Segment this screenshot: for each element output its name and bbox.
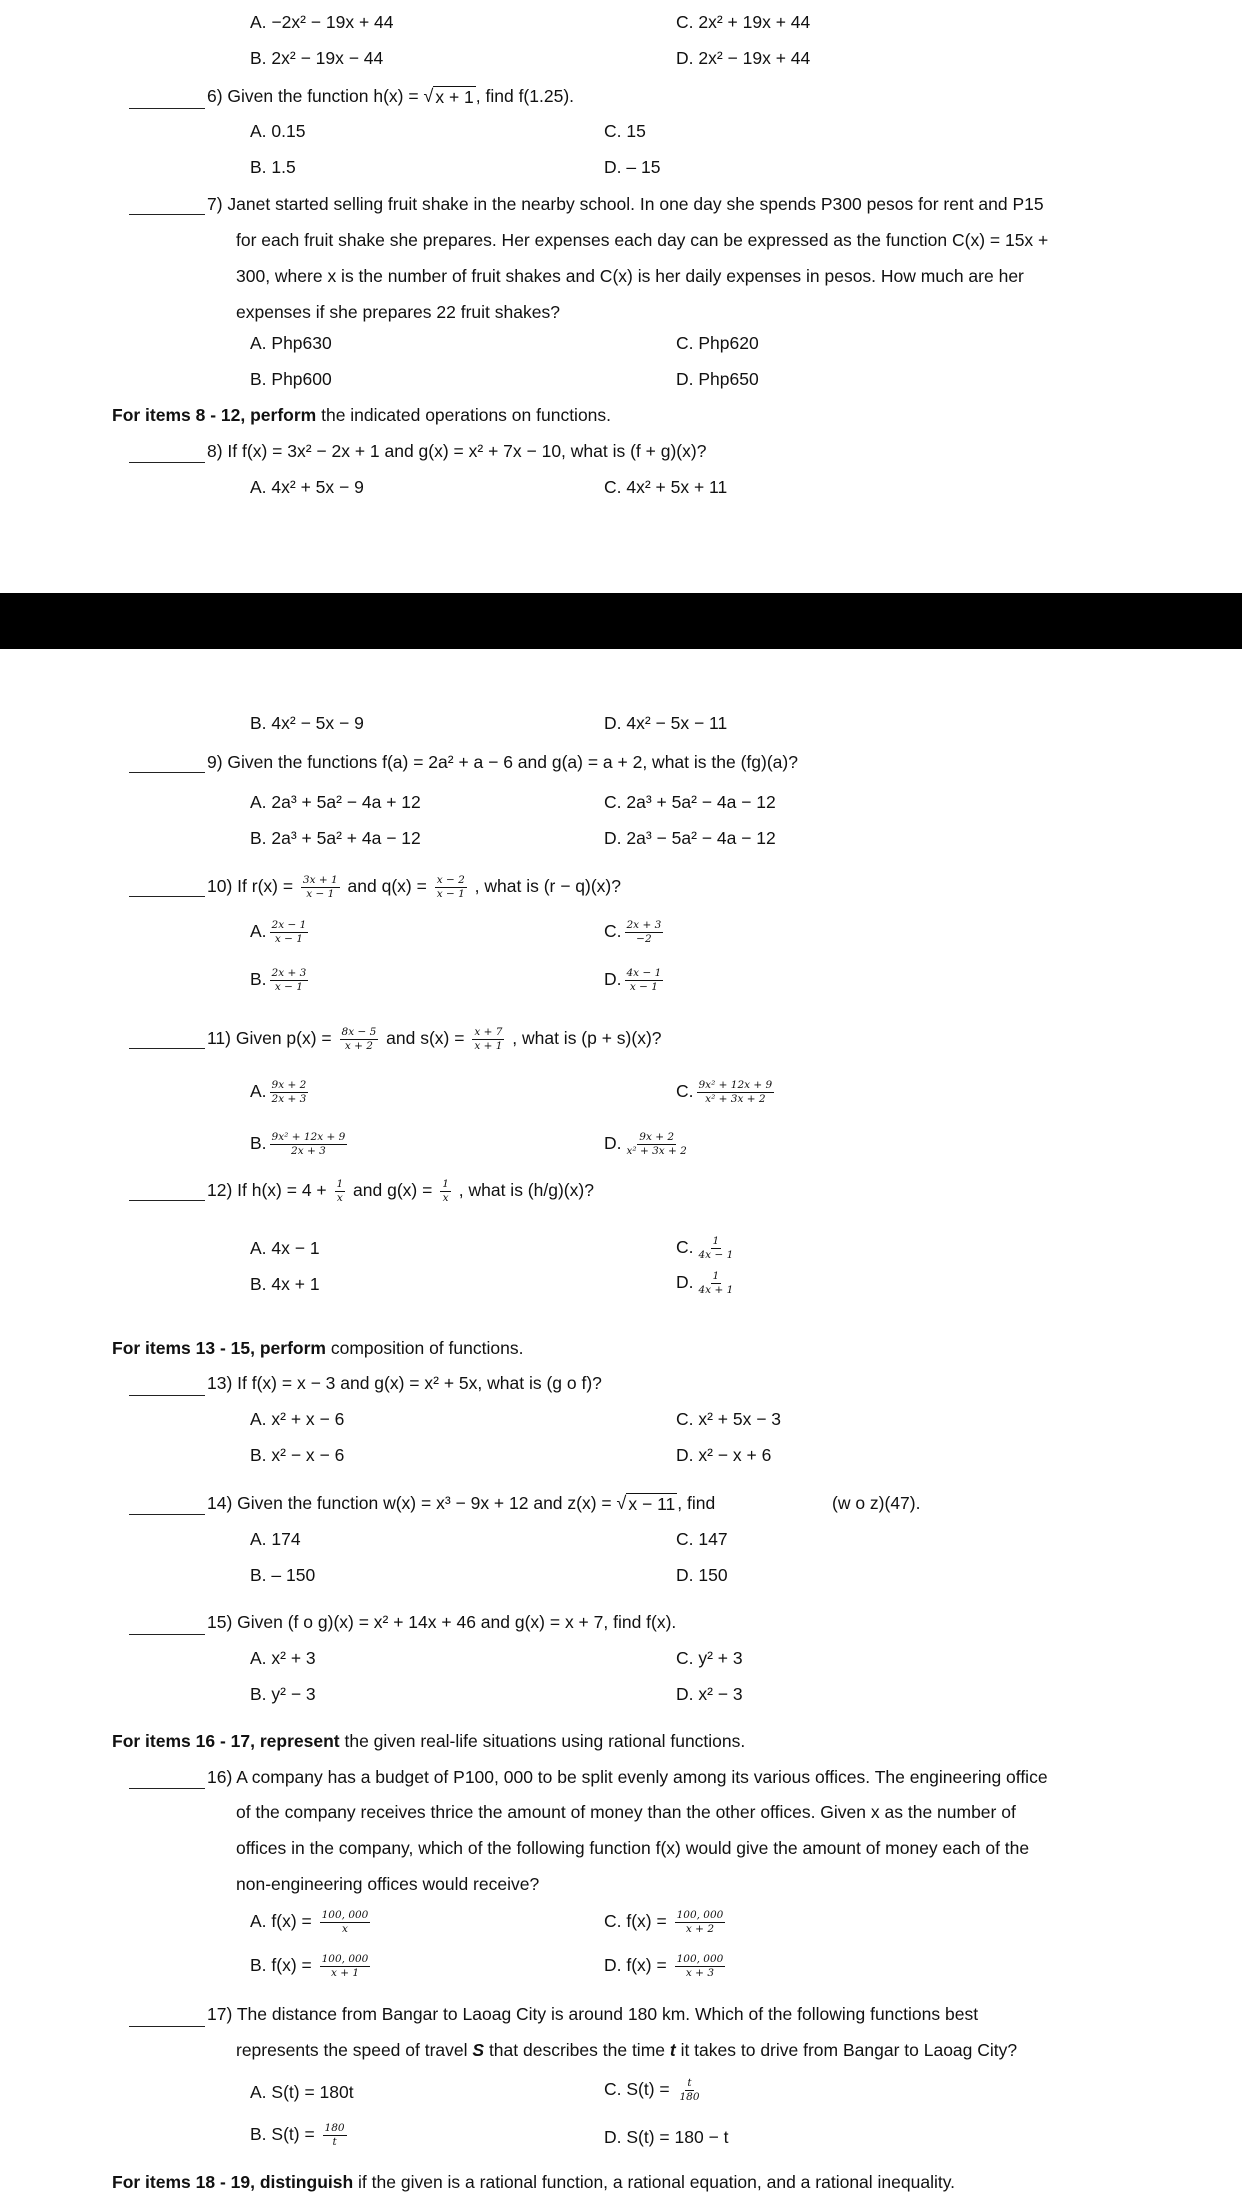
answer-blank-14[interactable] — [129, 1514, 205, 1515]
q12-choice-a: A. 4x − 1 — [250, 1238, 320, 1258]
q6-choice-c: C. 15 — [604, 121, 646, 141]
q7-choice-b: B. Php600 — [250, 369, 332, 389]
q11-choice-a: A. $\frac{9x + 2}{2x + 3}$ — [250, 1079, 307, 1106]
q8-choice-b: B. 4x² − 5x − 9 — [250, 713, 364, 733]
q14-choice-a: A. 174 — [250, 1529, 301, 1549]
q16-choice-a: A. f(x) = $\frac{100, 000}{x}$ — [250, 1909, 369, 1936]
q12-choice-d: D. $\frac{1}{4x + 1}$ — [676, 1270, 734, 1297]
question-11: 11) Given p(x) = $\frac{8x - 5}{x + 2}$ and s(x) = $\frac{x + 7}{x + 1}$ , what is (p + s)(x)? — [207, 1026, 662, 1053]
q10-choice-c: C. $\frac{2x + 3}{-2}$ — [604, 919, 662, 946]
fraction-s: $\frac{x + 7}{x + 1}$ — [474, 1026, 503, 1053]
question-13: 13) If f(x) = x − 3 and g(x) = x² + 5x, what is (g o f)? — [207, 1373, 602, 1393]
page-break-band — [0, 593, 1242, 649]
fraction-p: $\frac{8x - 5}{x + 2}$ — [341, 1026, 377, 1053]
q7-choice-a: A. Php630 — [250, 333, 332, 353]
q8-choice-d: D. 4x² − 5x − 11 — [604, 713, 728, 733]
question-15: 15) Given (f o g)(x) = x² + 14x + 46 and g(x) = x + 7, find f(x). — [207, 1612, 677, 1632]
answer-blank-13[interactable] — [129, 1395, 205, 1396]
q17-choice-b: B. S(t) = $\frac{180}{t}$ — [250, 2122, 345, 2149]
answer-blank-9[interactable] — [129, 772, 205, 773]
section-header-13-15: For items 13 - 15, perform composition of functions. — [112, 1338, 524, 1358]
answer-blank-7[interactable] — [129, 214, 205, 215]
answer-blank-17[interactable] — [129, 2026, 205, 2027]
question-9: 9) Given the functions f(a) = 2a² + a − 6 and g(a) = a + 2, what is the (fg)(a)? — [207, 752, 798, 772]
q13-choice-d: D. x² − x + 6 — [676, 1445, 772, 1465]
question-8: 8) If f(x) = 3x² − 2x + 1 and g(x) = x² + 7x − 10, what is (f + g)(x)? — [207, 441, 707, 461]
q10-choice-b: B. $\frac{2x + 3}{x - 1}$ — [250, 967, 307, 994]
answer-blank-12[interactable] — [129, 1200, 205, 1201]
q6-choice-b: B. 1.5 — [250, 157, 296, 177]
q7-choice-d: D. Php650 — [676, 369, 759, 389]
section-header-18-19: For items 18 - 19, distinguish if the given is a rational function, a rational equation, and a rational inequality. — [112, 2172, 956, 2192]
question-14-tail: (w o z)(47). — [832, 1493, 921, 1513]
question-12: 12) If h(x) = 4 + $\frac{1}{x}$ and g(x) = $\frac{1}{x}$ , what is (h/g)(x)? — [207, 1178, 594, 1205]
q16-choice-c: C. f(x) = $\frac{100, 000}{x + 2}$ — [604, 1909, 724, 1936]
fraction-r: $\frac{3x + 1}{x - 1}$ — [302, 874, 338, 901]
section-header-16-17: For items 16 - 17, represent the given real-life situations using rational functions. — [112, 1731, 746, 1751]
q7-choice-c: C. Php620 — [676, 333, 759, 353]
sqrt-expression: √ x − 11 — [616, 1493, 676, 1514]
q14-choice-d: D. 150 — [676, 1565, 728, 1585]
q6-choice-a: A. 0.15 — [250, 121, 306, 141]
q15-choice-c: C. y² + 3 — [676, 1648, 743, 1668]
q9-choice-b: B. 2a³ + 5a² + 4a − 12 — [250, 828, 421, 848]
q5-choice-a: A. −2x² − 19x + 44 — [250, 12, 394, 32]
question-17-line-2: represents the speed of travel S that describes the time t it takes to drive from Bangar to Laoag City? — [236, 2040, 1018, 2060]
q13-choice-b: B. x² − x − 6 — [250, 1445, 345, 1465]
question-16-line-4: non-engineering offices would receive? — [236, 1874, 540, 1894]
q15-choice-b: B. y² − 3 — [250, 1684, 316, 1704]
q5-choice-c: C. 2x² + 19x + 44 — [676, 12, 811, 32]
answer-blank-10[interactable] — [129, 896, 205, 897]
answer-blank-11[interactable] — [129, 1048, 205, 1049]
question-7-line-3: 300, where x is the number of fruit shakes and C(x) is her daily expenses in pesos. How much are her — [236, 266, 1024, 286]
question-16-line-3: offices in the company, which of the following function f(x) would give the amount of money each of the — [236, 1838, 1030, 1858]
q5-choice-d: D. 2x² − 19x + 44 — [676, 48, 811, 68]
q5-choice-b: B. 2x² − 19x − 44 — [250, 48, 384, 68]
q15-choice-a: A. x² + 3 — [250, 1648, 316, 1668]
q11-choice-d: D. $\frac{9x + 2}{\text{x² + 3x + 2}}$ — [604, 1131, 687, 1158]
fraction-g: $\frac{1}{x}$ — [442, 1178, 449, 1205]
sqrt-expression: √ x + 1 — [423, 86, 474, 107]
q14-choice-c: C. 147 — [676, 1529, 728, 1549]
fraction-q: $\frac{x - 2}{x - 1}$ — [436, 874, 465, 901]
q17-choice-c: C. S(t) = $\frac{t}{180}$ — [604, 2077, 700, 2104]
q9-choice-d: D. 2a³ − 5a² − 4a − 12 — [604, 828, 776, 848]
answer-blank-8[interactable] — [129, 462, 205, 463]
question-16-line-2: of the company receives thrice the amount of money than the other offices. Given x as the number of — [236, 1802, 1016, 1822]
q11-choice-c: C. $\frac{\text{9x² + 12x + 9}}{\text{x² + 3x + 2}}$ — [676, 1079, 773, 1106]
q11-choice-b: B. $\frac{\text{9x² + 12x + 9}}{2x + 3}$ — [250, 1131, 346, 1158]
fraction-h: $\frac{1}{x}$ — [336, 1178, 344, 1205]
section-header-8-12: For items 8 - 12, perform the indicated operations on functions. — [112, 405, 612, 425]
q16-choice-b: B. f(x) = $\frac{100, 000}{x + 1}$ — [250, 1953, 369, 1980]
question-6: 6) Given the function h(x) = √ x + 1 , find f(1.25). — [207, 86, 575, 107]
answer-blank-15[interactable] — [129, 1634, 205, 1635]
q17-choice-a: A. S(t) = 180t — [250, 2082, 354, 2102]
q10-choice-d: D. $\frac{4x - 1}{x - 1}$ — [604, 967, 662, 994]
answer-blank-16[interactable] — [129, 1788, 205, 1789]
question-10: 10) If r(x) = $\frac{3x + 1}{x - 1}$ and q(x) = $\frac{x - 2}{x - 1}$ , what is (r − q)(x)? — [207, 874, 621, 901]
q8-choice-c: C. 4x² + 5x + 11 — [604, 477, 728, 497]
q9-choice-c: C. 2a³ + 5a² − 4a − 12 — [604, 792, 776, 812]
q13-choice-a: A. x² + x − 6 — [250, 1409, 345, 1429]
q15-choice-d: D. x² − 3 — [676, 1684, 743, 1704]
q14-choice-b: B. – 150 — [250, 1565, 316, 1585]
q17-choice-d: D. S(t) = 180 − t — [604, 2127, 729, 2147]
answer-blank-6[interactable] — [129, 108, 205, 109]
q9-choice-a: A. 2a³ + 5a² − 4a + 12 — [250, 792, 421, 812]
q12-choice-b: B. 4x + 1 — [250, 1274, 320, 1294]
q8-choice-a: A. 4x² + 5x − 9 — [250, 477, 364, 497]
q13-choice-c: C. x² + 5x − 3 — [676, 1409, 782, 1429]
question-17-line-1: 17) The distance from Bangar to Laoag City is around 180 km. Which of the following functions best — [207, 2004, 979, 2024]
question-16-line-1: 16) A company has a budget of P100, 000 to be split evenly among its various offices. The engineering office — [207, 1767, 1048, 1787]
q10-choice-a: A. $\frac{2x - 1}{x - 1}$ — [250, 919, 307, 946]
question-7-line-4: expenses if she prepares 22 fruit shakes? — [236, 302, 560, 322]
question-7-line-2: for each fruit shake she prepares. Her expenses each day can be expressed as the function C(x) = 15x + — [236, 230, 1049, 250]
question-7-line-1: 7) Janet started selling fruit shake in the nearby school. In one day she spends P300 pesos for rent and P15 — [207, 194, 1044, 214]
q6-choice-d: D. – 15 — [604, 157, 661, 177]
q12-choice-c: C. $\frac{1}{4x - 1}$ — [676, 1235, 734, 1262]
q16-choice-d: D. f(x) = $\frac{100, 000}{x + 3}$ — [604, 1953, 724, 1980]
question-14: 14) Given the function w(x) = x³ − 9x + 12 and z(x) = √ x − 11 , find — [207, 1493, 716, 1514]
